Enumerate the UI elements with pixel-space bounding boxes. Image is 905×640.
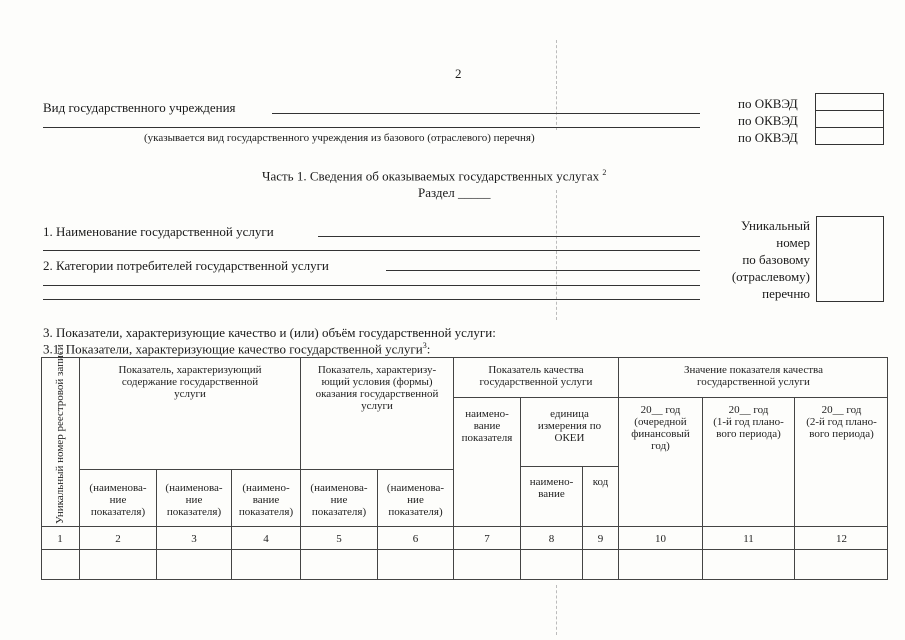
sub-header-c: (наимено- вание показателя) bbox=[238, 482, 294, 518]
sub-header-d: (наименова- ние показателя) bbox=[310, 482, 368, 518]
vid-label: Вид государственного учреждения bbox=[43, 100, 236, 115]
section-label: Раздел _____ bbox=[418, 185, 491, 200]
heading-3-1: 3.1. Показатели, характеризующие качество государственной услуги$^3$: bbox=[43, 341, 431, 357]
col-number: 1 bbox=[57, 533, 63, 545]
year-current-header: 20__ год (очередной финансовый год) bbox=[631, 404, 690, 452]
heading-3-1-sup: 3 bbox=[422, 341, 427, 350]
col-number: 6 bbox=[412, 533, 419, 545]
table-vline bbox=[453, 357, 454, 580]
col-number: 11 bbox=[743, 533, 754, 545]
conditions-indicator-header: Показатель, характеризу- ющий условия (формы) оказания государственной услуги bbox=[315, 364, 439, 412]
col-number: 12 bbox=[836, 533, 847, 545]
okved-label-1: по ОКВЭД bbox=[738, 96, 798, 111]
table-hline bbox=[453, 397, 888, 398]
col-number: 5 bbox=[336, 533, 342, 545]
unit-code-header: код bbox=[592, 476, 609, 488]
table-vline bbox=[618, 357, 619, 580]
content-indicator-header: Показатель, характеризующий содержание государственной услуги bbox=[118, 364, 262, 400]
part-title-text: Часть 1. Сведения об оказываемых государственных услугах bbox=[262, 168, 600, 184]
unique-label-5: перечню bbox=[762, 286, 810, 301]
unit-name-header: наимено- вание bbox=[529, 476, 574, 500]
okved-label-2: по ОКВЭД bbox=[738, 113, 798, 128]
col-number: 2 bbox=[115, 533, 121, 545]
quality-indicator-header: Показатель качества государственной услуги bbox=[479, 364, 593, 388]
vid-note: (указывается вид государственного учреждения из базового (отраслевого) перечня) bbox=[144, 132, 535, 144]
col-number: 7 bbox=[484, 533, 490, 545]
col-unique-record-header: Уникальный номер реестровой записи bbox=[54, 344, 66, 524]
col-number: 10 bbox=[655, 533, 666, 545]
col-number: 4 bbox=[263, 533, 269, 545]
unique-label-1: Уникальный bbox=[740, 218, 810, 233]
table-hline bbox=[520, 466, 618, 467]
col-number: 9 bbox=[597, 533, 604, 545]
table-hline bbox=[80, 469, 453, 470]
unit-header: единица измерения по ОКЕИ bbox=[537, 408, 602, 444]
table-hline bbox=[41, 549, 888, 550]
consumers-label: 2. Категории потребителей государственной услуги bbox=[43, 258, 329, 273]
year-plan2-header: 20__ год (2-й год плано- вого периода) bbox=[806, 404, 877, 440]
table-row[interactable] bbox=[42, 551, 887, 579]
part-title-sup: 2 bbox=[602, 168, 607, 177]
service-name-label: 1. Наименование государственной услуги bbox=[43, 224, 274, 239]
col-number: 3 bbox=[191, 533, 197, 545]
table-hline bbox=[41, 526, 888, 527]
col-number: 8 bbox=[548, 533, 555, 545]
unique-label-2: номер bbox=[776, 235, 810, 250]
heading-3: 3. Показатели, характеризующие качество и (или) объём государственной услуги: bbox=[43, 325, 496, 340]
sub-header-e: (наименова- ние показателя) bbox=[386, 482, 445, 518]
heading-3-1-text: 3.1. Показатели, характеризующие качество государственной услуги bbox=[43, 341, 423, 357]
unique-label-3: по базовому bbox=[742, 252, 810, 267]
okved-label-3: по ОКВЭД bbox=[738, 130, 798, 145]
sub-header-a: (наименова- ние показателя) bbox=[89, 482, 147, 518]
page-number: 2 bbox=[455, 66, 462, 81]
sub-header-b: (наименова- ние показателя) bbox=[165, 482, 223, 518]
unique-label-4: (отраслевому) bbox=[731, 269, 810, 284]
indicator-name-header: наимено- вание показателя bbox=[461, 408, 513, 444]
value-indicator-header: Значение показателя качества государственной услуги bbox=[684, 364, 823, 388]
year-plan1-header: 20__ год (1-й год плано- вого периода) bbox=[713, 404, 784, 440]
